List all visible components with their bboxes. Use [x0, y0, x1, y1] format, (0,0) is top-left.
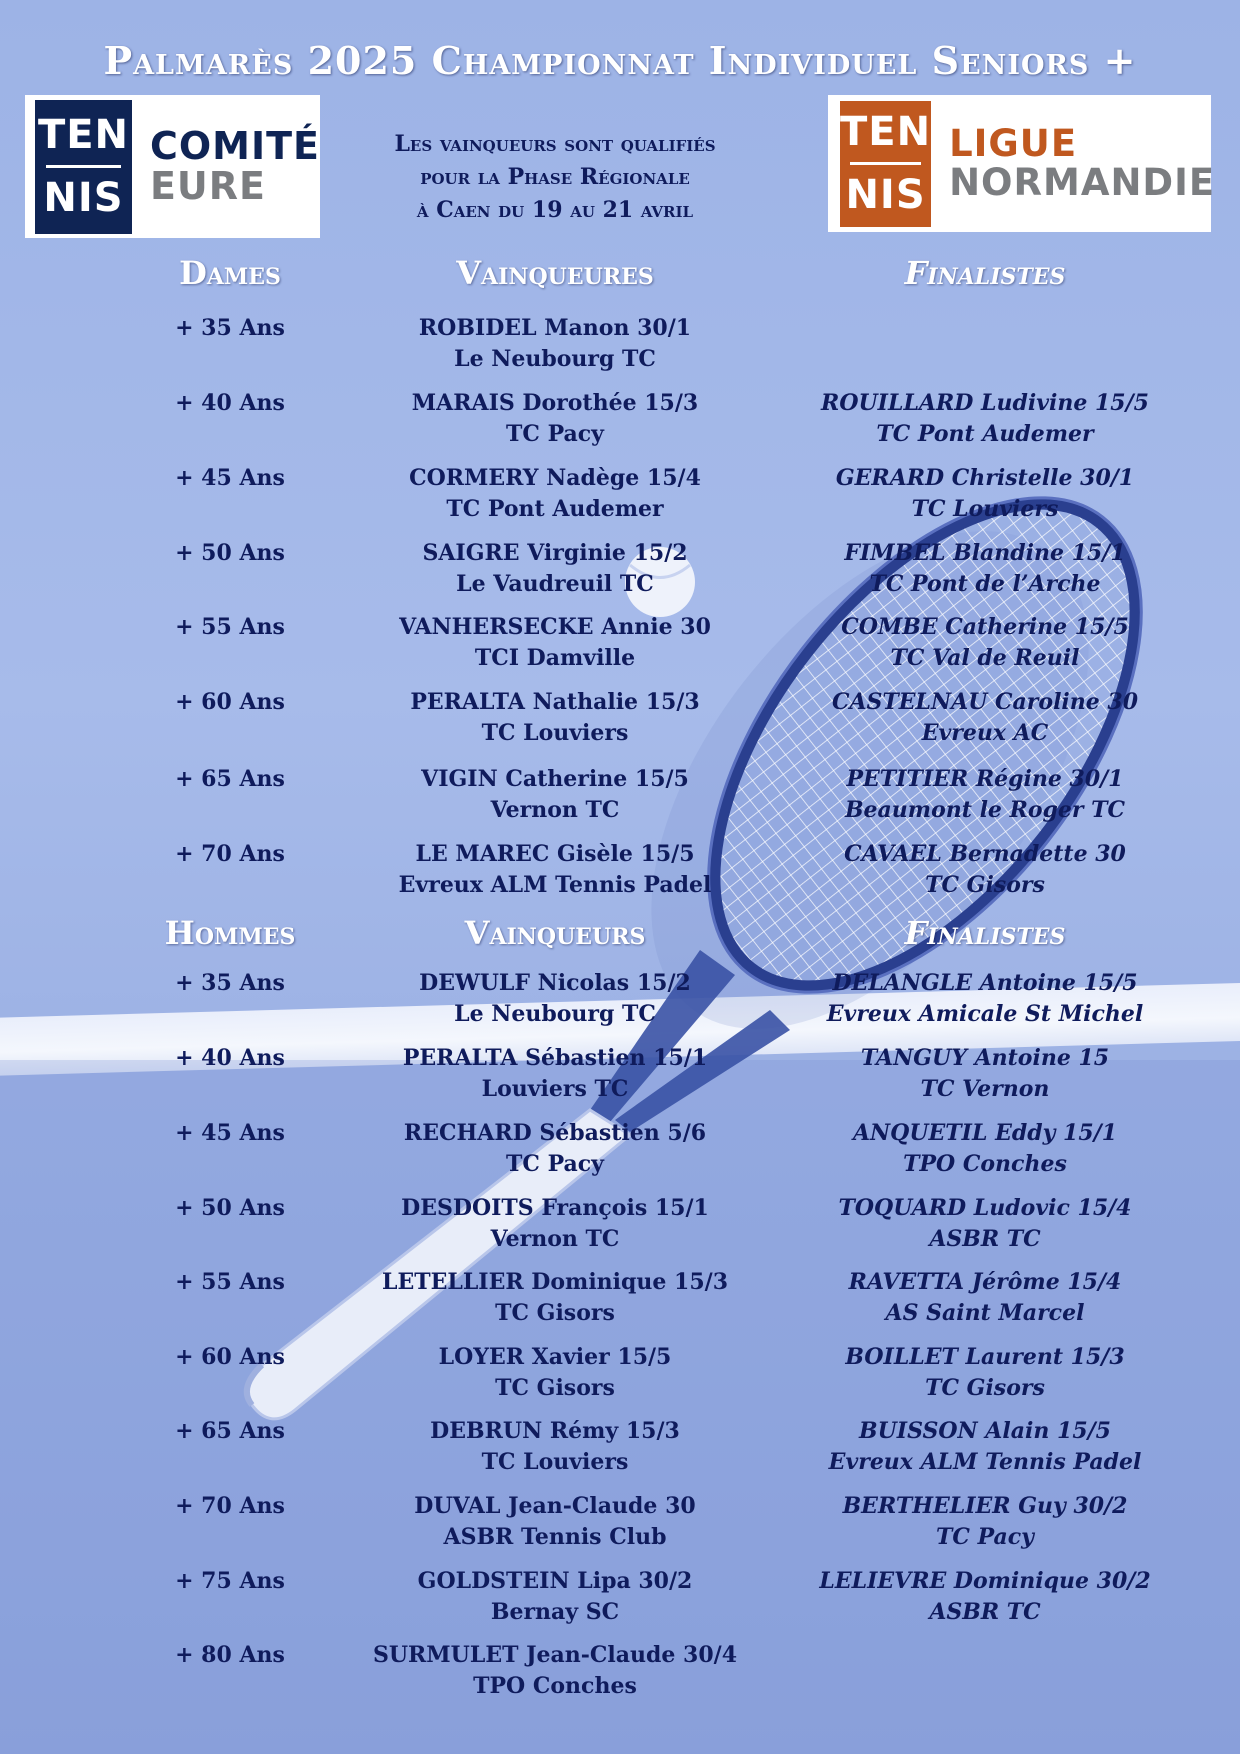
age-category: + 70 Ans: [175, 841, 285, 867]
finalist-club: Evreux Amicale St Michel: [826, 1001, 1144, 1027]
comite-eure-logo: [25, 95, 320, 238]
hommes-row: [0, 1416, 1240, 1480]
qualification-line: à Caen du 19 au 21 avril: [416, 197, 694, 223]
finalist-club: Evreux AC: [921, 720, 1049, 746]
age-category: + 70 Ans: [175, 1493, 285, 1519]
finalist-cell: [760, 968, 1210, 1030]
finalist-cell: [760, 388, 1210, 450]
winner-name: RECHARD Sébastien 5/6: [403, 1120, 707, 1146]
winner-name: DEWULF Nicolas 15/2: [419, 970, 691, 996]
winner-club: TC Louviers: [481, 1449, 629, 1475]
logo-ten-text: TEN: [840, 109, 932, 155]
dames-row: [0, 839, 1240, 903]
winner-cell: [330, 687, 780, 749]
finalist-name: ROUILLARD Ludivine 15/5: [821, 390, 1149, 416]
winner-cell: [330, 313, 780, 375]
winner-cell: [330, 839, 780, 901]
winner-cell: [330, 1640, 780, 1702]
finalist-name: BOILLET Laurent 15/3: [845, 1344, 1125, 1370]
finalist-name: PETITIER Régine 30/1: [846, 766, 1124, 792]
age-category: + 65 Ans: [175, 1418, 285, 1444]
winner-cell: [330, 1342, 780, 1404]
age-category: + 50 Ans: [175, 540, 285, 566]
logo-line-1: LIGUE: [949, 121, 1078, 165]
dames-row: [0, 538, 1240, 602]
age-category: + 55 Ans: [175, 1269, 285, 1295]
dames-winners-heading: Vainqueures: [456, 254, 654, 292]
winner-cell: [330, 388, 780, 450]
finalist-club: TPO Conches: [903, 1151, 1067, 1177]
dames-row: [0, 764, 1240, 828]
winner-name: VIGIN Catherine 15/5: [421, 766, 689, 792]
age-category: + 45 Ans: [175, 1120, 285, 1146]
winner-club: Vernon TC: [490, 797, 620, 823]
hommes-row: [0, 1193, 1240, 1257]
age-category: + 55 Ans: [175, 614, 285, 640]
finalist-name: COMBE Catherine 15/5: [841, 614, 1129, 640]
age-category: + 40 Ans: [175, 1045, 285, 1071]
winner-name: LOYER Xavier 15/5: [438, 1344, 672, 1370]
winner-club: Evreux ALM Tennis Padel: [398, 872, 712, 898]
finalist-club: TC Pont Audemer: [876, 421, 1094, 447]
page-title: Palmarès 2025 Championnat Individuel Seniors +: [103, 38, 1137, 83]
winner-club: TCI Damville: [474, 645, 636, 671]
hommes-heading: Hommes: [164, 914, 296, 952]
age-category: + 35 Ans: [175, 315, 285, 341]
winner-club: TC Pacy: [506, 1151, 604, 1177]
dames-row: [0, 687, 1240, 751]
age-category: + 40 Ans: [175, 390, 285, 416]
hommes-row: [0, 1043, 1240, 1107]
finalist-cell: [760, 1416, 1210, 1478]
winner-name: SAIGRE Virginie 15/2: [422, 540, 688, 566]
finalist-name: ANQUETIL Eddy 15/1: [852, 1120, 1118, 1146]
logo-divider: [46, 165, 122, 168]
logo-org-name: [149, 123, 320, 208]
winner-cell: [330, 538, 780, 600]
finalist-cell: [760, 1193, 1210, 1255]
hommes-row: [0, 1267, 1240, 1331]
finalist-name: DELANGLE Antoine 15/5: [832, 970, 1138, 996]
winner-cell: [330, 1193, 780, 1255]
logo-divider: [850, 162, 921, 165]
finalist-cell: [760, 687, 1210, 749]
finalist-club: TC Gisors: [925, 1375, 1045, 1401]
finalist-club: TC Pont de l’Arche: [869, 571, 1101, 597]
winner-name: MARAIS Dorothée 15/3: [411, 390, 699, 416]
winner-club: Vernon TC: [490, 1226, 620, 1252]
finalist-club: Evreux ALM Tennis Padel: [828, 1449, 1142, 1475]
winner-club: Louviers TC: [481, 1076, 629, 1102]
qualification-line: pour la Phase Régionale: [420, 164, 690, 190]
winner-club: TC Pacy: [506, 421, 604, 447]
finalist-cell: [760, 1118, 1210, 1180]
age-category: + 35 Ans: [175, 970, 285, 996]
finalist-club: ASBR TC: [929, 1599, 1041, 1625]
winner-club: TC Louviers: [481, 720, 629, 746]
finalist-name: TANGUY Antoine 15: [860, 1045, 1110, 1071]
logo-line-2: NORMANDIE: [949, 160, 1216, 204]
finalist-club: AS Saint Marcel: [885, 1300, 1085, 1326]
winner-cell: [330, 463, 780, 525]
logo-ten-text: TEN: [37, 112, 130, 158]
winner-cell: [330, 1118, 780, 1180]
finalist-cell: [760, 612, 1210, 674]
finalist-club: ASBR TC: [929, 1226, 1041, 1252]
winner-club: TC Gisors: [495, 1300, 615, 1326]
hommes-finalists-heading: Finalistes: [904, 914, 1066, 952]
finalist-name: CAVAEL Bernadette 30: [844, 841, 1126, 867]
hommes-row: [0, 968, 1240, 1032]
winner-club: TPO Conches: [473, 1673, 637, 1699]
winner-name: LETELLIER Dominique 15/3: [381, 1269, 729, 1295]
winner-name: GOLDSTEIN Lipa 30/2: [417, 1568, 693, 1594]
winner-name: CORMERY Nadège 15/4: [409, 465, 701, 491]
age-category: + 75 Ans: [175, 1568, 285, 1594]
logo-org-name: [949, 121, 1216, 204]
finalist-cell: [760, 538, 1210, 600]
winner-name: DUVAL Jean-Claude 30: [414, 1493, 696, 1519]
finalist-cell: [760, 1491, 1210, 1553]
finalist-name: CASTELNAU Caroline 30: [831, 689, 1139, 715]
winner-name: VANHERSECKE Annie 30: [399, 614, 711, 640]
winner-club: TC Pont Audemer: [446, 496, 664, 522]
winner-name: PERALTA Sébastien 15/1: [402, 1045, 708, 1071]
hommes-row: [0, 1640, 1240, 1704]
logo-nis-text: NIS: [43, 175, 124, 221]
finalist-name: RAVETTA Jérôme 15/4: [848, 1269, 1122, 1295]
finalist-club: TC Vernon: [920, 1076, 1050, 1102]
qualification-line: Les vainqueurs sont qualifiés: [394, 131, 716, 157]
age-category: + 80 Ans: [175, 1642, 285, 1668]
age-category: + 60 Ans: [175, 689, 285, 715]
finalist-name: FIMBEL Blandine 15/1: [844, 540, 1126, 566]
winner-club: TC Gisors: [495, 1375, 615, 1401]
finalist-cell: [760, 764, 1210, 826]
dames-heading: Dames: [179, 254, 281, 292]
logo-line-2: EURE: [149, 163, 267, 208]
finalist-name: BERTHELIER Guy 30/2: [842, 1493, 1128, 1519]
winner-cell: [330, 968, 780, 1030]
finalist-cell: [760, 1342, 1210, 1404]
hommes-row: [0, 1491, 1240, 1555]
finalist-club: TC Val de Reuil: [890, 645, 1080, 671]
dames-row: [0, 612, 1240, 676]
winner-cell: [330, 1043, 780, 1105]
winner-club: ASBR Tennis Club: [443, 1524, 667, 1550]
finalist-name: LELIEVRE Dominique 30/2: [819, 1568, 1151, 1594]
winner-cell: [330, 1416, 780, 1478]
hommes-row: [0, 1566, 1240, 1630]
winner-cell: [330, 1566, 780, 1628]
winner-club: Le Vaudreuil TC: [456, 571, 654, 597]
finalist-name: BUISSON Alain 15/5: [859, 1418, 1111, 1444]
hommes-row: [0, 1118, 1240, 1182]
dames-row: [0, 313, 1240, 377]
age-category: + 45 Ans: [175, 465, 285, 491]
winner-club: Bernay SC: [490, 1599, 620, 1625]
winner-name: LE MAREC Gisèle 15/5: [415, 841, 695, 867]
dames-finalists-heading: Finalistes: [904, 254, 1066, 292]
hommes-winners-heading: Vainqueurs: [464, 914, 646, 952]
finalist-club: Beaumont le Roger TC: [844, 797, 1126, 823]
hommes-row: [0, 1342, 1240, 1406]
age-category: + 60 Ans: [175, 1344, 285, 1370]
finalist-cell: [760, 1566, 1210, 1628]
ligue-normandie-logo: [828, 95, 1216, 232]
winner-name: DESDOITS François 15/1: [401, 1195, 709, 1221]
tennis-logo-box: [834, 101, 931, 227]
dames-row: [0, 388, 1240, 452]
qualification-note: [345, 128, 765, 227]
winner-cell: [330, 612, 780, 674]
finalist-club: TC Louviers: [911, 496, 1059, 522]
winner-name: ROBIDEL Manon 30/1: [418, 315, 692, 341]
finalist-cell: [760, 1043, 1210, 1105]
winner-cell: [330, 1491, 780, 1553]
finalist-cell: [760, 839, 1210, 901]
finalist-club: TC Gisors: [925, 872, 1045, 898]
winner-name: PERALTA Nathalie 15/3: [410, 689, 700, 715]
winner-name: DEBRUN Rémy 15/3: [430, 1418, 680, 1444]
age-category: + 65 Ans: [175, 766, 285, 792]
winner-cell: [330, 1267, 780, 1329]
winner-club: Le Neubourg TC: [454, 346, 656, 372]
tennis-logo-box: [29, 100, 132, 234]
dames-row: [0, 463, 1240, 527]
winner-cell: [330, 764, 780, 826]
winner-club: Le Neubourg TC: [454, 1001, 656, 1027]
finalist-name: GERARD Christelle 30/1: [835, 465, 1135, 491]
age-category: + 50 Ans: [175, 1195, 285, 1221]
finalist-cell: [760, 1267, 1210, 1329]
logo-line-1: COMITÉ: [149, 123, 320, 168]
winner-name: SURMULET Jean-Claude 30/4: [372, 1642, 738, 1668]
finalist-name: TOQUARD Ludovic 15/4: [838, 1195, 1132, 1221]
finalist-cell: [760, 463, 1210, 525]
finalist-club: TC Pacy: [936, 1524, 1034, 1550]
logo-nis-text: NIS: [845, 172, 926, 218]
